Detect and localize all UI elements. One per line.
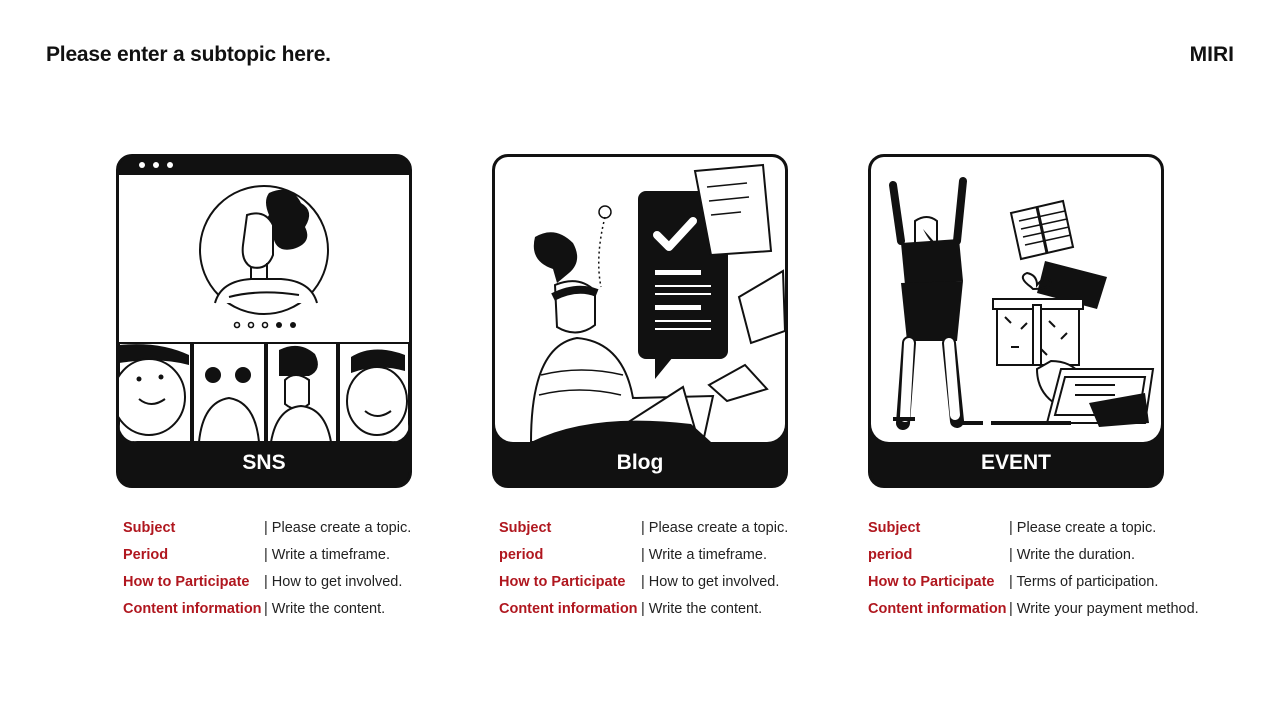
card-title: SNS [242, 451, 286, 474]
info-value: | Write a timeframe. [641, 547, 767, 563]
card-title: EVENT [980, 451, 1051, 474]
brand-logo: MIRI [1189, 43, 1234, 66]
info-label: Subject [868, 520, 921, 536]
info-value: | Write a timeframe. [264, 547, 390, 563]
card-title: Blog [616, 451, 664, 474]
info-label: How to Participate [499, 574, 626, 590]
info-value: | Write the content. [641, 601, 763, 617]
video-call-illustration [119, 175, 409, 442]
info-label: Subject [499, 520, 552, 536]
info-value: | Please create a topic. [1009, 520, 1157, 536]
info-value: | How to get involved. [641, 574, 780, 590]
blog-illustration [495, 157, 785, 442]
window-dot-icon [167, 162, 173, 168]
info-label: How to Participate [868, 574, 995, 590]
info-label: Content information [868, 601, 1007, 617]
info-label: period [868, 547, 913, 563]
info-value: | Write the duration. [1009, 547, 1136, 563]
info-label: Content information [499, 601, 638, 617]
event-illustration [871, 157, 1161, 442]
window-bar [119, 157, 409, 175]
window-dot-icon [139, 162, 145, 168]
card-sns[interactable] [116, 154, 412, 488]
info-value: | Please create a topic. [641, 520, 789, 536]
card-event[interactable] [868, 154, 1164, 488]
info-value: | Please create a topic. [264, 520, 412, 536]
info-label: period [499, 547, 544, 563]
info-value: | Terms of participation. [1009, 574, 1159, 590]
info-label: Period [123, 547, 169, 563]
info-value: | Write your payment method. [1009, 601, 1199, 617]
info-label: Content information [123, 601, 262, 617]
info-label: Subject [123, 520, 176, 536]
card-blog[interactable] [492, 154, 788, 488]
window-dot-icon [153, 162, 159, 168]
info-value: | Write the content. [264, 601, 386, 617]
info-label: How to Participate [123, 574, 250, 590]
page-subtopic: Please enter a subtopic here. [46, 43, 331, 66]
info-value: | How to get involved. [264, 574, 403, 590]
